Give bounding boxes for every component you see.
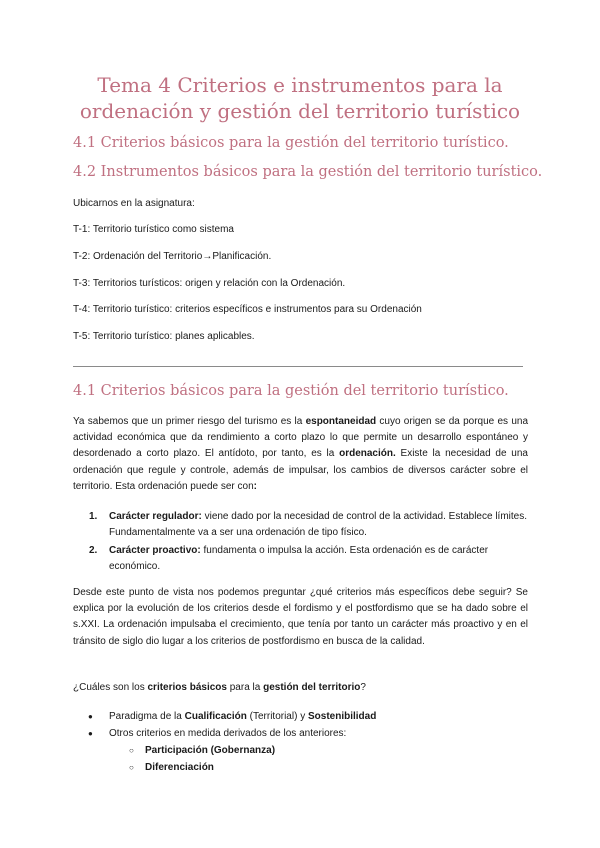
list-item — [73, 543, 528, 575]
bullet-text: Otros criterios en medida derivados de los anteriores: — [109, 728, 347, 739]
question-text-2: para la — [226, 682, 264, 693]
p1-bold-ordenacion: ordenación. — [339, 448, 396, 460]
topic-t5: T-5: Territorio turístico: planes aplicables. — [73, 331, 255, 342]
list-item-bold: Carácter proactivo: — [109, 545, 201, 556]
toc-heading-4-1: 4.1 Criterios básicos para la gestión del territorio turístico. — [73, 135, 509, 151]
sub-bullet-list — [109, 742, 528, 776]
bullet-text-1: Paradigma de la — [109, 711, 185, 722]
p1-bold-colon: : — [253, 480, 258, 492]
question-bold-gestion: gestión del territorio — [263, 682, 361, 693]
sub-bullet-item — [73, 759, 528, 776]
bullet-dot-icon: ● — [88, 729, 93, 738]
topic-t2: T-2: Ordenación del Territorio→Planificación. — [73, 251, 272, 262]
paragraph-2: Desde este punto de vista nos podemos preguntar ¿qué criterios más específicos debe seguir? Se explica por la evolución de los criterios desde el fordismo y el postfordismo que se ha dado sobre el s.XXI. La ordenación impulsaba el crecimiento, que tenía por tanto un carácter más proactivo y en el tránsito de siglo dio lugar a los criterios de postfordismo en busca de la calidad. — [73, 587, 528, 647]
question-text — [73, 682, 366, 693]
sub-bullet-diferenciacion: Diferenciación — [145, 762, 214, 773]
circle-bullet-icon: ○ — [129, 763, 134, 772]
ordered-list — [73, 509, 528, 577]
bullet-item — [73, 725, 528, 776]
question-text-1: ¿Cuáles son los — [73, 682, 148, 693]
toc-heading-4-2: 4.2 Instrumentos básicos para la gestión del territorio turístico. — [73, 164, 543, 180]
p1-bold-espontaneidad: espontaneidad — [305, 416, 377, 427]
title-line-2: ordenación y gestión del territorio turístico — [79, 99, 521, 123]
bullet-item — [73, 708, 528, 725]
bullet-dot-icon: ● — [88, 712, 93, 721]
bullet-bold-sostenibilidad: Sostenibilidad — [307, 711, 377, 722]
list-number: 1. — [89, 511, 98, 522]
section-heading: 4.1 Criterios básicos para la gestión del territorio turístico. — [73, 383, 509, 399]
p1-text-1: Ya sabemos que un primer riesgo del turismo es la — [73, 416, 306, 427]
title-line-1: Tema 4 Criterios e instrumentos para la — [97, 73, 503, 97]
list-item-text: viene dado por la necesidad de control de la actividad. Establece límites. Fundamentalmente va a ser una ordenación de tipo físico. — [109, 511, 528, 538]
list-item-bold: Carácter regulador: — [109, 511, 202, 522]
list-number: 2. — [89, 545, 98, 556]
p1-text-2: cuyo origen se da porque es una actividad económica que da rendimiento a corto plazo lo que permite un desarrollo espontáneo y desordenado a corto plazo. El antídoto, por tanto, es la — [73, 416, 529, 460]
paragraph-1 — [73, 414, 528, 495]
sub-bullet-participacion: Participación (Gobernanza) — [145, 745, 276, 756]
bullet-list — [73, 708, 528, 776]
horizontal-divider — [73, 366, 523, 367]
bullet-bold-cualificacion: Cualificación — [184, 711, 247, 722]
question-text-3: ? — [360, 682, 366, 693]
topic-t1: T-1: Territorio turístico como sistema — [73, 224, 234, 235]
intro-text: Ubicarnos en la asignatura: — [73, 198, 195, 209]
topic-t3: T-3: Territorios turísticos: origen y relación con la Ordenación. — [73, 278, 346, 289]
list-item-text: fundamenta o impulsa la acción. Esta ordenación es de carácter económico. — [109, 545, 489, 572]
p1-text-3: Existe la necesidad de una ordenación que regule y controle, además de impulsar, los cambios de diversos carácter sobre el territorio. Esta ordenación puede ser con — [73, 448, 528, 492]
sub-bullet-item — [73, 742, 528, 759]
circle-bullet-icon: ○ — [129, 746, 134, 755]
bullet-text-2: (Territorial) y — [246, 711, 308, 722]
topic-t4: T-4: Territorio turístico: criterios específicos e instrumentos para su Ordenación — [73, 304, 422, 315]
document-title — [40, 72, 560, 124]
list-item — [73, 509, 528, 541]
question-bold-criterios: criterios básicos — [147, 682, 227, 693]
